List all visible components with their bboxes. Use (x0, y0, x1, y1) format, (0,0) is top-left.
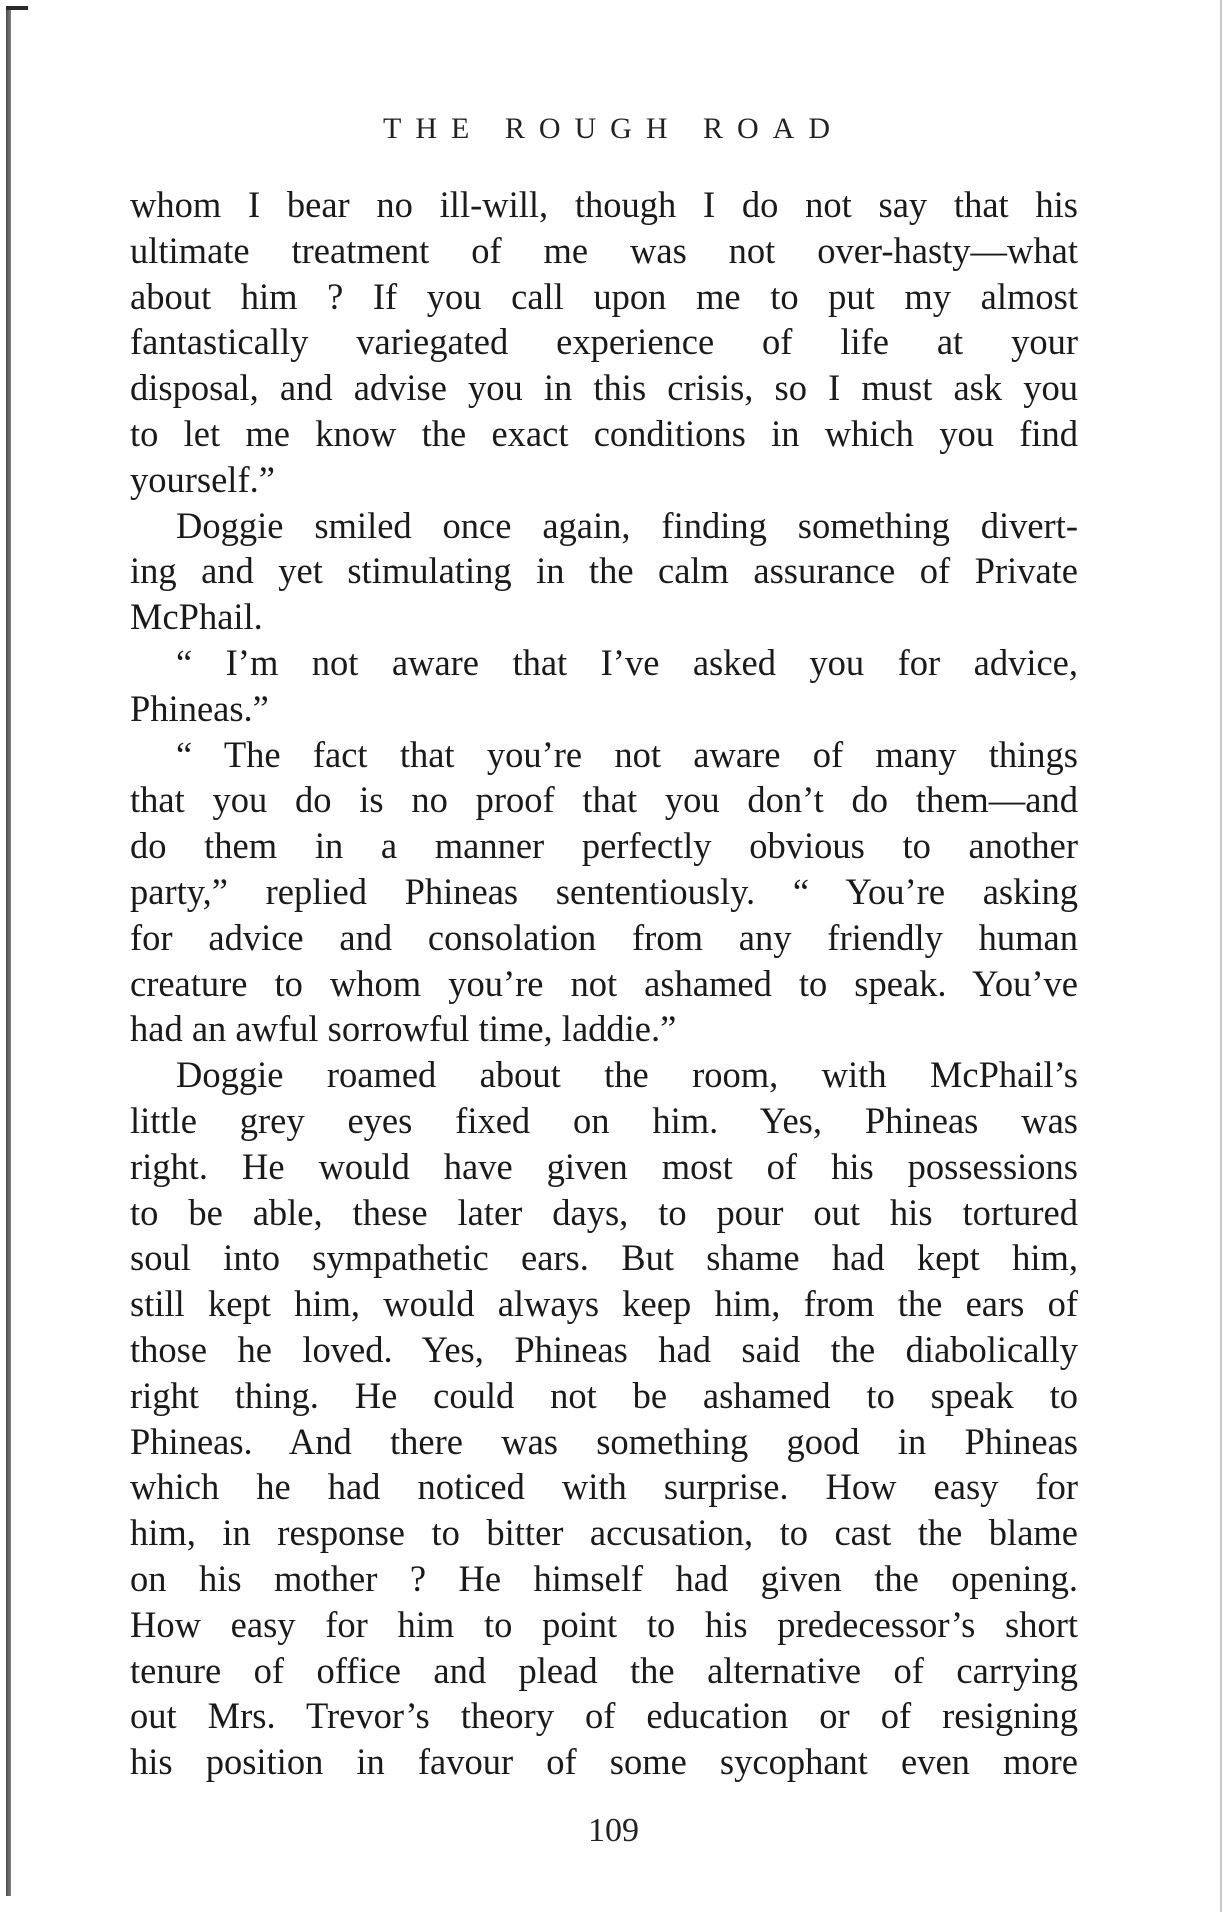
text-line: to let me know the exact conditions in which you find (130, 412, 1078, 454)
page-right-edge (1220, 0, 1222, 1912)
text-line: out Mrs. Trevor’s theory of education or of resigning (130, 1695, 1078, 1737)
text-line: ultimate treatment of me was not over-hasty—what (130, 229, 1078, 271)
text-line: still kept him, would always keep him, from the ears of (130, 1283, 1078, 1325)
text-line: party,” replied Phineas sententiously. “ You’re asking (130, 870, 1078, 912)
text-line: “ I’m not aware that I’ve asked you for advice, (176, 641, 1078, 683)
text-line: him, in response to bitter accusation, to cast the blame (130, 1512, 1078, 1554)
text-line: disposal, and advise you in this crisis, so I must ask you (130, 367, 1078, 409)
text-line: creature to whom you’re not ashamed to speak. You’ve (130, 962, 1078, 1004)
text-line: whom I bear no ill-will, though I do not say that his (130, 184, 1078, 225)
text-line: for advice and consolation from any friendly human (130, 916, 1078, 958)
binding-corner (6, 6, 28, 10)
text-line: right thing. He could not be ashamed to speak to (130, 1374, 1078, 1416)
page-number: 109 (588, 1812, 639, 1849)
text-line: right. He would have given most of his possessions (130, 1145, 1078, 1187)
text-line: ing and yet stimulating in the calm assurance of Private (130, 550, 1078, 592)
text-line: Doggie roamed about the room, with McPhail’s (176, 1054, 1078, 1096)
text-line: had an awful sorrowful time, laddie.” (130, 1008, 677, 1050)
text-line: “ The fact that you’re not aware of many things (176, 733, 1078, 775)
text-line: do them in a manner perfectly obvious to another (130, 825, 1078, 867)
text-line: to be able, these later days, to pour out his tortured (130, 1191, 1078, 1233)
text-line: Phineas.” (130, 687, 269, 729)
text-line: that you do is no proof that you don’t do them—and (130, 779, 1078, 821)
text-line: tenure of office and plead the alternative of carrying (130, 1649, 1078, 1691)
text-line: yourself.” (130, 458, 275, 500)
text-line: soul into sympathetic ears. But shame had kept him, (130, 1237, 1078, 1279)
running-head: THE ROUGH ROAD (383, 112, 844, 145)
text-line: on his mother ? He himself had given the opening. (130, 1557, 1078, 1599)
text-line: which he had noticed with surprise. How easy for (130, 1466, 1078, 1508)
text-line: little grey eyes fixed on him. Yes, Phineas was (130, 1099, 1078, 1141)
text-line: his position in favour of some sycophant even more (130, 1741, 1078, 1783)
body-text (130, 182, 1078, 1785)
text-line: about him ? If you call upon me to put my almost (130, 275, 1078, 317)
text-line: those he loved. Yes, Phineas had said the diabolically (130, 1328, 1078, 1370)
text-line: fantastically variegated experience of life at your (130, 321, 1078, 363)
text-line: Doggie smiled once again, finding something divert- (176, 504, 1078, 546)
text-line: Phineas. And there was something good in Phineas (130, 1420, 1078, 1462)
binding-edge (6, 6, 11, 1896)
text-line: McPhail. (130, 596, 263, 638)
text-line: How easy for him to point to his predecessor’s short (130, 1603, 1078, 1645)
